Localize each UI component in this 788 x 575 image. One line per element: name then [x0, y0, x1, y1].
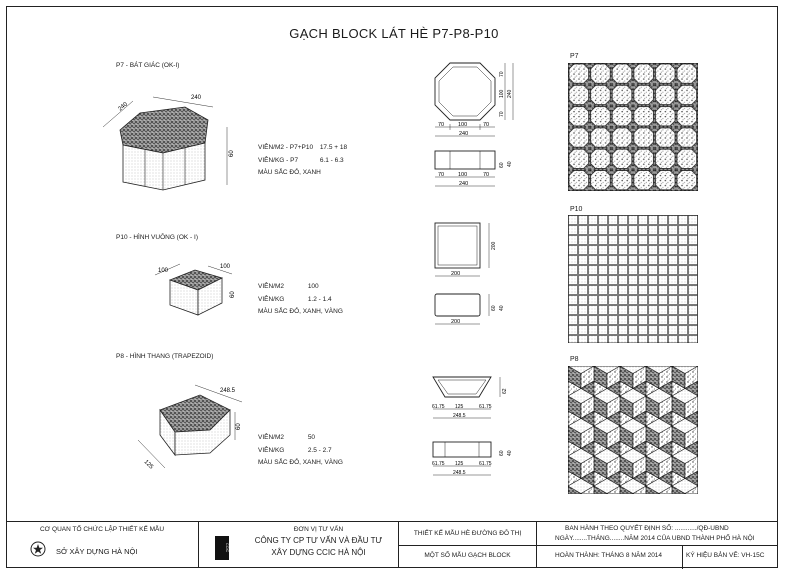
spec-val: 100	[307, 283, 319, 290]
block-label-p10: P10 - HÌNH VUÔNG (OK - I)	[116, 234, 198, 241]
spec-key: VIÊN/KG	[258, 295, 285, 303]
drawing-code: KÝ HIỆU BẢN VẼ: VH-15C	[686, 552, 765, 559]
dim: 240	[459, 181, 469, 187]
spec-val: 17.5 + 18	[319, 144, 348, 151]
dim: 200	[491, 241, 497, 250]
dim: 70	[499, 71, 505, 77]
dim: 125	[455, 461, 464, 467]
dim: 240	[507, 89, 513, 98]
pattern-label-p8: P8	[570, 356, 579, 363]
dim: 40	[507, 450, 513, 456]
consultant-name-2: XÂY DỰNG CCIC HÀ NỘI	[271, 548, 366, 557]
dim: 60	[499, 450, 505, 456]
consultant-name-1: CÔNG TY CP TƯ VẤN VÀ ĐẦU TƯ	[254, 536, 383, 545]
dim: 62	[502, 388, 508, 394]
dim: 70	[499, 111, 505, 117]
specs-p10	[258, 281, 343, 319]
footer-cell-agency	[6, 522, 199, 568]
spec-key: VIÊN/M2	[258, 434, 285, 441]
block-label-p7: P7 - BÁT GIÁC (OK-I)	[116, 62, 180, 69]
spec-val: 1.2 - 1.4	[307, 295, 332, 303]
block-label-p8: P8 - HÌNH THANG (TRAPEZOID)	[116, 353, 214, 360]
emblem-icon	[30, 541, 46, 557]
pattern-p7	[568, 63, 698, 191]
specs-p8	[258, 432, 343, 470]
drawing-title: GẠCH BLOCK LÁT HÈ P7-P8-P10	[289, 26, 499, 41]
dim: 61.75	[479, 461, 492, 467]
dim: 61.75	[432, 461, 445, 467]
iso-dim: 125	[142, 459, 154, 471]
pattern-label-p10: P10	[570, 206, 583, 213]
spec-val: 2.5 - 2.7	[307, 446, 332, 454]
iso-dim: 60	[230, 291, 236, 298]
dim: 248.5	[453, 470, 466, 476]
footer-cell-approval	[537, 522, 778, 568]
dim: 200	[451, 319, 461, 325]
dim: 125	[455, 404, 464, 410]
iso-drawing-p7	[95, 85, 245, 200]
iso-dim: 240	[191, 95, 202, 101]
iso-dim: 60	[236, 423, 242, 430]
footer-cell-project	[399, 522, 537, 568]
iso-drawing-p10	[150, 260, 245, 325]
dim: 40	[507, 161, 513, 167]
spec-key: VIÊN/M2	[258, 283, 285, 290]
consultant-title: ĐƠN VỊ TƯ VẤN	[293, 526, 344, 533]
iso-dim: 240	[117, 101, 129, 113]
dim: 60	[499, 162, 505, 168]
decision-date: NGÀY........THÁNG........NĂM 2014 CỦA UBND THÀNH PHỐ HÀ NỘI	[555, 535, 755, 542]
dim: 60	[491, 305, 497, 311]
agency-title: CƠ QUAN TỔ CHỨC LẬP THIẾT KẾ MẪU	[39, 526, 165, 533]
pattern-label-p7: P7	[570, 53, 579, 60]
dim: 61.75	[479, 404, 492, 410]
decision-line: BAN HÀNH THEO QUYẾT ĐỊNH SỐ: ............/QĐ-UBND	[565, 525, 729, 532]
dim: 70	[483, 172, 490, 178]
dim: 100	[499, 89, 505, 98]
top-view-p7	[425, 55, 525, 193]
spec-key: MÀU SẮC ĐỎ, XANH, VÀNG	[258, 459, 343, 466]
iso-drawing-p8	[130, 380, 250, 475]
iso-dim: 100	[220, 264, 231, 270]
completion-date: HOÀN THÀNH: THÁNG 8 NĂM 2014	[555, 552, 663, 559]
spec-key: MÀU SẮC ĐỎ, XANH, VÀNG	[258, 308, 343, 315]
spec-key: VIÊN/M2 - P7+P10	[258, 144, 314, 151]
dim: 240	[459, 131, 469, 137]
dim: 200	[451, 271, 461, 277]
dim: 61.75	[432, 404, 445, 410]
iso-dim: 60	[229, 150, 235, 157]
iso-dim: 248.5	[220, 388, 236, 394]
iso-dim: 100	[158, 268, 169, 274]
top-view-p8	[425, 372, 525, 484]
title-block	[6, 521, 778, 568]
dim: 70	[438, 172, 445, 178]
pattern-p10	[568, 215, 698, 343]
top-view-p10	[425, 218, 525, 333]
spec-val: 50	[307, 434, 316, 441]
footer-cell-consultant	[199, 522, 399, 568]
dim: 248.5	[453, 413, 466, 419]
ccic-logo: CCIC	[215, 536, 229, 560]
drawing-subject: MỘT SỐ MẪU GẠCH BLOCK	[424, 552, 511, 559]
project-title: THIẾT KẾ MẪU HÈ ĐƯỜNG ĐÔ THỊ	[413, 530, 522, 537]
spec-key: VIÊN/KG - P7	[258, 156, 299, 164]
specs-p7	[258, 142, 347, 180]
spec-key: VIÊN/KG	[258, 446, 285, 454]
agency-name: SỞ XÂY DỰNG HÀ NỘI	[56, 547, 138, 556]
dim: 70	[483, 122, 490, 128]
dim: 100	[458, 122, 468, 128]
dim: 100	[458, 172, 468, 178]
spec-val: 6.1 - 6.3	[319, 156, 344, 164]
spec-key: MÀU SẮC ĐỎ, XANH	[258, 169, 321, 176]
dim: 70	[438, 122, 445, 128]
dim: 40	[499, 305, 505, 311]
pattern-p8	[568, 366, 698, 494]
